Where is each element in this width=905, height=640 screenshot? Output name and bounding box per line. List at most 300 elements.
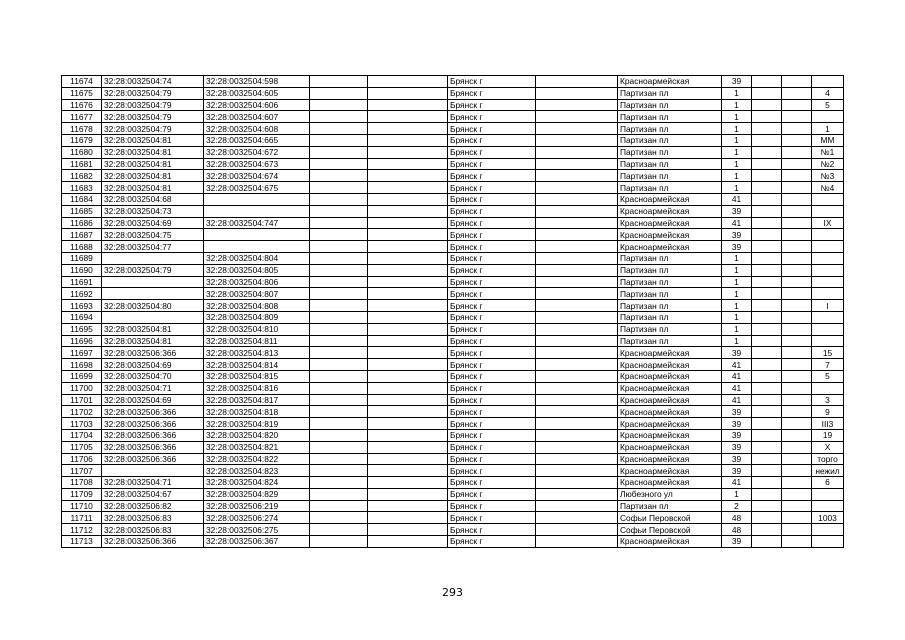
cell-empty-col-e <box>782 123 812 135</box>
cell-house-number: 39 <box>722 76 752 88</box>
cell-street: Партизан пл <box>618 87 722 99</box>
cell-apartment <box>812 524 844 536</box>
cell-cadastral-number: 32:28:0032504:67 <box>102 488 204 500</box>
cell-city: Брянск г <box>448 300 536 312</box>
table-row <box>62 500 844 512</box>
cell-empty-col-e <box>782 288 812 300</box>
cell-house-number: 1 <box>722 134 752 146</box>
cell-street: Красноармейская <box>618 347 722 359</box>
cell-cadastral-number: 32:28:0032504:69 <box>102 217 204 229</box>
cell-object-number: 32:28:0032504:598 <box>204 76 310 88</box>
cell-empty-col-c <box>536 170 618 182</box>
cell-house-number: 1 <box>722 311 752 323</box>
cell-empty-col-c <box>536 217 618 229</box>
cell-empty-col-d <box>752 99 782 111</box>
cell-empty-col-d <box>752 429 782 441</box>
cell-street: Красноармейская <box>618 241 722 253</box>
cell-house-number: 39 <box>722 406 752 418</box>
cell-empty-col-e <box>782 193 812 205</box>
cell-row-number: 11694 <box>62 311 102 323</box>
table-row <box>62 335 844 347</box>
table-row <box>62 229 844 241</box>
cell-cadastral-number: 32:28:0032504:71 <box>102 382 204 394</box>
cell-house-number: 39 <box>722 453 752 465</box>
cell-empty-col-e <box>782 311 812 323</box>
cell-empty-col-d <box>752 111 782 123</box>
cell-empty-col-d <box>752 87 782 99</box>
cell-row-number: 11702 <box>62 406 102 418</box>
cell-cadastral-number: 32:28:0032504:73 <box>102 205 204 217</box>
cell-object-number: 32:28:0032506:274 <box>204 512 310 524</box>
cell-cadastral-number: 32:28:0032506:366 <box>102 536 204 548</box>
cell-apartment <box>812 241 844 253</box>
cell-empty-col-e <box>782 465 812 477</box>
cell-apartment <box>812 264 844 276</box>
cell-empty-col-d <box>752 370 782 382</box>
cell-empty-col-e <box>782 182 812 194</box>
cell-city: Брянск г <box>448 99 536 111</box>
cell-apartment: №1 <box>812 146 844 158</box>
table-row <box>62 418 844 430</box>
cell-apartment: 1003 <box>812 512 844 524</box>
cell-apartment: X <box>812 441 844 453</box>
table-row <box>62 288 844 300</box>
cell-cadastral-number: 32:28:0032504:79 <box>102 87 204 99</box>
cell-object-number: 32:28:0032504:811 <box>204 335 310 347</box>
cell-street: Партизан пл <box>618 323 722 335</box>
cell-house-number: 1 <box>722 264 752 276</box>
cell-empty-col-d <box>752 170 782 182</box>
cell-row-number: 11712 <box>62 524 102 536</box>
cell-empty-col-e <box>782 205 812 217</box>
cell-empty-col-d <box>752 182 782 194</box>
cell-city: Брянск г <box>448 264 536 276</box>
cell-house-number: 39 <box>722 229 752 241</box>
cell-street: Партизан пл <box>618 311 722 323</box>
cell-house-number: 1 <box>722 323 752 335</box>
cell-city: Брянск г <box>448 453 536 465</box>
cell-object-number: 32:28:0032504:815 <box>204 370 310 382</box>
cell-apartment <box>812 382 844 394</box>
cell-empty-col-e <box>782 335 812 347</box>
cell-street: Красноармейская <box>618 394 722 406</box>
cell-empty-col-e <box>782 488 812 500</box>
cell-empty-col-c <box>536 418 618 430</box>
cell-street: Партизан пл <box>618 170 722 182</box>
cell-empty-col-b <box>368 217 448 229</box>
cell-object-number: 32:28:0032504:804 <box>204 252 310 264</box>
cell-empty-col-d <box>752 205 782 217</box>
cell-empty-col-b <box>368 76 448 88</box>
cell-city: Брянск г <box>448 288 536 300</box>
cell-city: Брянск г <box>448 146 536 158</box>
cell-empty-col-d <box>752 406 782 418</box>
cell-cadastral-number: 32:28:0032504:81 <box>102 323 204 335</box>
cell-empty-col-d <box>752 300 782 312</box>
cell-row-number: 11704 <box>62 429 102 441</box>
cell-empty-col-d <box>752 76 782 88</box>
cell-empty-col-e <box>782 264 812 276</box>
cell-object-number: 32:28:0032504:822 <box>204 453 310 465</box>
cell-object-number: 32:28:0032504:823 <box>204 465 310 477</box>
cell-empty-col-c <box>536 453 618 465</box>
cell-empty-col-c <box>536 158 618 170</box>
table-row <box>62 441 844 453</box>
table-row <box>62 394 844 406</box>
cell-empty-col-a <box>310 370 368 382</box>
cell-cadastral-number <box>102 288 204 300</box>
cell-cadastral-number: 32:28:0032504:81 <box>102 335 204 347</box>
cell-house-number: 1 <box>722 276 752 288</box>
cell-empty-col-e <box>782 111 812 123</box>
cell-empty-col-e <box>782 252 812 264</box>
cell-empty-col-b <box>368 123 448 135</box>
cell-cadastral-number: 32:28:0032506:83 <box>102 512 204 524</box>
page-number: 293 <box>442 586 463 599</box>
cell-apartment: №4 <box>812 182 844 194</box>
cell-apartment: 7 <box>812 359 844 371</box>
cell-cadastral-number: 32:28:0032504:69 <box>102 359 204 371</box>
cell-apartment <box>812 111 844 123</box>
cell-street: Любезного ул <box>618 488 722 500</box>
cell-empty-col-c <box>536 87 618 99</box>
cell-empty-col-a <box>310 488 368 500</box>
cell-empty-col-a <box>310 512 368 524</box>
table-row <box>62 488 844 500</box>
cell-cadastral-number: 32:28:0032504:81 <box>102 134 204 146</box>
cell-empty-col-b <box>368 311 448 323</box>
cell-street: Партизан пл <box>618 264 722 276</box>
cell-object-number: 32:28:0032504:805 <box>204 264 310 276</box>
cell-row-number: 11691 <box>62 276 102 288</box>
cell-house-number: 39 <box>722 241 752 253</box>
cell-city: Брянск г <box>448 524 536 536</box>
cell-city: Брянск г <box>448 311 536 323</box>
cell-street: Партизан пл <box>618 123 722 135</box>
cell-empty-col-c <box>536 264 618 276</box>
cell-empty-col-e <box>782 87 812 99</box>
cell-cadastral-number: 32:28:0032504:81 <box>102 158 204 170</box>
cell-empty-col-d <box>752 158 782 170</box>
cell-empty-col-b <box>368 193 448 205</box>
cell-cadastral-number: 32:28:0032504:79 <box>102 123 204 135</box>
cell-empty-col-b <box>368 323 448 335</box>
cell-empty-col-d <box>752 512 782 524</box>
table-row <box>62 205 844 217</box>
cell-cadastral-number: 32:28:0032504:79 <box>102 99 204 111</box>
cell-empty-col-a <box>310 335 368 347</box>
cell-empty-col-a <box>310 536 368 548</box>
cell-apartment: 5 <box>812 99 844 111</box>
cell-house-number: 1 <box>722 288 752 300</box>
cell-cadastral-number: 32:28:0032504:79 <box>102 264 204 276</box>
cell-empty-col-c <box>536 300 618 312</box>
cell-empty-col-c <box>536 524 618 536</box>
cell-city: Брянск г <box>448 134 536 146</box>
cell-empty-col-c <box>536 252 618 264</box>
cell-row-number: 11696 <box>62 335 102 347</box>
cell-empty-col-a <box>310 146 368 158</box>
cell-street: Красноармейская <box>618 229 722 241</box>
table-body <box>62 76 844 548</box>
cell-empty-col-a <box>310 111 368 123</box>
cell-empty-col-e <box>782 134 812 146</box>
cell-empty-col-a <box>310 418 368 430</box>
cell-empty-col-a <box>310 229 368 241</box>
cell-empty-col-c <box>536 193 618 205</box>
cell-row-number: 11710 <box>62 500 102 512</box>
cell-empty-col-b <box>368 453 448 465</box>
cell-street: Партизан пл <box>618 335 722 347</box>
cell-street: Партизан пл <box>618 99 722 111</box>
table-row <box>62 406 844 418</box>
cell-row-number: 11699 <box>62 370 102 382</box>
cell-empty-col-e <box>782 99 812 111</box>
cell-empty-col-a <box>310 323 368 335</box>
cell-object-number: 32:28:0032504:820 <box>204 429 310 441</box>
cell-empty-col-c <box>536 311 618 323</box>
cell-city: Брянск г <box>448 193 536 205</box>
cell-empty-col-b <box>368 276 448 288</box>
cell-object-number: 32:28:0032504:608 <box>204 123 310 135</box>
cell-empty-col-a <box>310 158 368 170</box>
cell-object-number: 32:28:0032504:814 <box>204 359 310 371</box>
cell-row-number: 11709 <box>62 488 102 500</box>
cell-city: Брянск г <box>448 205 536 217</box>
cell-empty-col-c <box>536 347 618 359</box>
cell-apartment: №3 <box>812 170 844 182</box>
cell-house-number: 41 <box>722 382 752 394</box>
cell-street: Красноармейская <box>618 406 722 418</box>
cell-street: Партизан пл <box>618 158 722 170</box>
cell-city: Брянск г <box>448 76 536 88</box>
cell-row-number: 11692 <box>62 288 102 300</box>
cell-row-number: 11713 <box>62 536 102 548</box>
cell-empty-col-e <box>782 170 812 182</box>
cell-street: Красноармейская <box>618 217 722 229</box>
cell-house-number: 39 <box>722 429 752 441</box>
cell-empty-col-b <box>368 500 448 512</box>
cell-city: Брянск г <box>448 347 536 359</box>
cell-house-number: 41 <box>722 193 752 205</box>
table-row <box>62 276 844 288</box>
cell-object-number: 32:28:0032504:806 <box>204 276 310 288</box>
cell-empty-col-b <box>368 512 448 524</box>
cell-apartment: 4 <box>812 87 844 99</box>
cell-empty-col-c <box>536 288 618 300</box>
cell-city: Брянск г <box>448 359 536 371</box>
cell-house-number: 48 <box>722 512 752 524</box>
cell-apartment: IX <box>812 217 844 229</box>
cell-empty-col-d <box>752 252 782 264</box>
cell-city: Брянск г <box>448 465 536 477</box>
cell-street: Красноармейская <box>618 536 722 548</box>
cell-empty-col-d <box>752 500 782 512</box>
cell-empty-col-d <box>752 418 782 430</box>
cell-house-number: 1 <box>722 252 752 264</box>
cell-object-number: 32:28:0032504:673 <box>204 158 310 170</box>
cell-empty-col-b <box>368 359 448 371</box>
cell-cadastral-number: 32:28:0032504:70 <box>102 370 204 382</box>
cell-city: Брянск г <box>448 536 536 548</box>
cell-object-number: 32:28:0032506:275 <box>204 524 310 536</box>
cell-house-number: 1 <box>722 300 752 312</box>
cell-cadastral-number: 32:28:0032504:81 <box>102 170 204 182</box>
cell-house-number: 39 <box>722 347 752 359</box>
cell-city: Брянск г <box>448 406 536 418</box>
cell-row-number: 11693 <box>62 300 102 312</box>
cell-empty-col-c <box>536 134 618 146</box>
cell-empty-col-d <box>752 264 782 276</box>
cell-object-number: 32:28:0032504:607 <box>204 111 310 123</box>
cell-row-number: 11697 <box>62 347 102 359</box>
cell-empty-col-c <box>536 276 618 288</box>
cell-object-number: 32:28:0032504:819 <box>204 418 310 430</box>
cell-city: Брянск г <box>448 241 536 253</box>
cell-city: Брянск г <box>448 323 536 335</box>
cell-house-number: 39 <box>722 441 752 453</box>
cell-house-number: 41 <box>722 217 752 229</box>
cell-house-number: 1 <box>722 182 752 194</box>
cell-empty-col-c <box>536 111 618 123</box>
cell-empty-col-a <box>310 252 368 264</box>
cell-street: Красноармейская <box>618 429 722 441</box>
cell-empty-col-b <box>368 477 448 489</box>
cell-empty-col-c <box>536 146 618 158</box>
cell-empty-col-a <box>310 465 368 477</box>
cell-house-number: 41 <box>722 359 752 371</box>
cell-object-number: 32:28:0032506:219 <box>204 500 310 512</box>
cell-house-number: 48 <box>722 524 752 536</box>
cell-empty-col-c <box>536 76 618 88</box>
cell-row-number: 11687 <box>62 229 102 241</box>
cell-empty-col-e <box>782 241 812 253</box>
cell-empty-col-d <box>752 441 782 453</box>
cell-city: Брянск г <box>448 123 536 135</box>
cell-house-number: 1 <box>722 170 752 182</box>
cell-apartment: 6 <box>812 477 844 489</box>
cell-object-number: 32:28:0032504:665 <box>204 134 310 146</box>
cell-house-number: 39 <box>722 536 752 548</box>
cell-empty-col-a <box>310 429 368 441</box>
cell-house-number: 1 <box>722 123 752 135</box>
table-row <box>62 264 844 276</box>
cell-city: Брянск г <box>448 111 536 123</box>
cell-empty-col-c <box>536 370 618 382</box>
table-row <box>62 359 844 371</box>
cell-object-number <box>204 229 310 241</box>
cell-row-number: 11701 <box>62 394 102 406</box>
cell-empty-col-b <box>368 335 448 347</box>
cell-object-number: 32:28:0032504:674 <box>204 170 310 182</box>
cell-row-number: 11690 <box>62 264 102 276</box>
table-row <box>62 300 844 312</box>
cell-house-number: 41 <box>722 394 752 406</box>
cell-empty-col-a <box>310 406 368 418</box>
cell-street: Красноармейская <box>618 382 722 394</box>
cell-empty-col-d <box>752 229 782 241</box>
cell-empty-col-d <box>752 146 782 158</box>
table-row <box>62 111 844 123</box>
cell-cadastral-number <box>102 465 204 477</box>
table-row <box>62 146 844 158</box>
cell-object-number: 32:28:0032504:672 <box>204 146 310 158</box>
cell-row-number: 11706 <box>62 453 102 465</box>
cell-object-number <box>204 193 310 205</box>
cell-empty-col-d <box>752 323 782 335</box>
cell-empty-col-d <box>752 347 782 359</box>
cell-house-number: 1 <box>722 111 752 123</box>
cell-empty-col-a <box>310 288 368 300</box>
cell-apartment: 1 <box>812 123 844 135</box>
cell-apartment: 9 <box>812 406 844 418</box>
cell-row-number: 11675 <box>62 87 102 99</box>
cell-empty-col-e <box>782 418 812 430</box>
cell-empty-col-d <box>752 524 782 536</box>
cell-object-number: 32:28:0032504:605 <box>204 87 310 99</box>
cell-row-number: 11700 <box>62 382 102 394</box>
cell-street: Партизан пл <box>618 252 722 264</box>
cell-cadastral-number: 32:28:0032504:75 <box>102 229 204 241</box>
cell-apartment: 3 <box>812 394 844 406</box>
cell-object-number: 32:28:0032504:810 <box>204 323 310 335</box>
cell-empty-col-e <box>782 441 812 453</box>
cell-empty-col-d <box>752 217 782 229</box>
cell-apartment <box>812 323 844 335</box>
table-row <box>62 252 844 264</box>
cell-city: Брянск г <box>448 252 536 264</box>
cell-empty-col-a <box>310 241 368 253</box>
table-row <box>62 170 844 182</box>
cell-empty-col-b <box>368 158 448 170</box>
table-row <box>62 87 844 99</box>
cell-apartment: 19 <box>812 429 844 441</box>
property-register-table <box>61 75 844 548</box>
cell-row-number: 11707 <box>62 465 102 477</box>
cell-street: Красноармейская <box>618 76 722 88</box>
cell-street: Красноармейская <box>618 453 722 465</box>
cell-empty-col-a <box>310 170 368 182</box>
cell-empty-col-b <box>368 370 448 382</box>
cell-empty-col-d <box>752 394 782 406</box>
cell-empty-col-e <box>782 146 812 158</box>
cell-empty-col-b <box>368 241 448 253</box>
cell-empty-col-e <box>782 347 812 359</box>
cell-house-number: 1 <box>722 335 752 347</box>
cell-house-number: 1 <box>722 146 752 158</box>
cell-cadastral-number: 32:28:0032506:366 <box>102 441 204 453</box>
cell-empty-col-c <box>536 394 618 406</box>
cell-street: Партизан пл <box>618 134 722 146</box>
cell-empty-col-b <box>368 488 448 500</box>
cell-empty-col-b <box>368 111 448 123</box>
cell-row-number: 11674 <box>62 76 102 88</box>
cell-empty-col-e <box>782 359 812 371</box>
cell-empty-col-e <box>782 429 812 441</box>
cell-empty-col-d <box>752 488 782 500</box>
cell-empty-col-b <box>368 252 448 264</box>
cell-empty-col-b <box>368 406 448 418</box>
cell-object-number: 32:28:0032504:816 <box>204 382 310 394</box>
cell-apartment: торго <box>812 453 844 465</box>
cell-city: Брянск г <box>448 394 536 406</box>
cell-empty-col-e <box>782 76 812 88</box>
cell-empty-col-c <box>536 441 618 453</box>
cell-empty-col-e <box>782 512 812 524</box>
cell-cadastral-number: 32:28:0032504:68 <box>102 193 204 205</box>
cell-empty-col-c <box>536 359 618 371</box>
cell-empty-col-c <box>536 241 618 253</box>
